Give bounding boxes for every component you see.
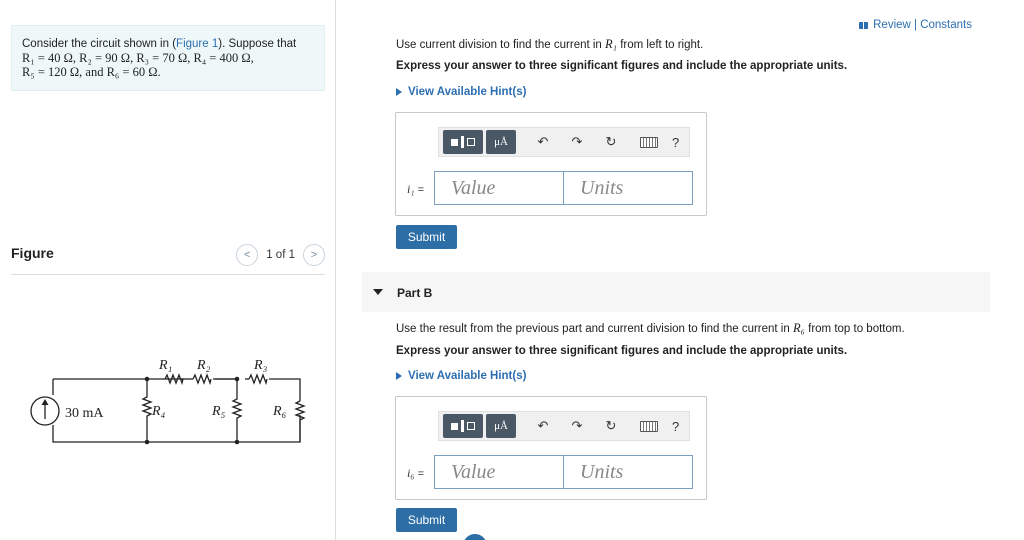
problem-line-3: R₅ = 120 Ω, and R₆ = 60 Ω. <box>22 65 161 79</box>
feedback-bubble-icon[interactable] <box>463 534 487 540</box>
resistor-r4 <box>143 379 151 442</box>
part-a-units-input[interactable]: Units <box>563 171 693 205</box>
part-a-submit-button[interactable]: Submit <box>396 225 457 249</box>
part-b-units-input[interactable]: Units <box>563 455 693 489</box>
reset-icon[interactable]: ↻ <box>605 418 617 433</box>
figure-pager <box>236 244 325 266</box>
part-a-toolbar <box>438 127 690 157</box>
part-b-hint-link[interactable]: View Available Hint(s) <box>396 370 526 382</box>
units-symbol-button[interactable]: μÅ <box>486 414 516 438</box>
part-b-variable-label: i₆ = <box>407 466 424 480</box>
templates-button[interactable] <box>443 130 483 154</box>
circuit-diagram <box>25 345 315 455</box>
label-r3: R₃ <box>254 358 268 373</box>
figure-link[interactable]: Figure 1 <box>176 38 219 50</box>
templates-button[interactable] <box>443 414 483 438</box>
next-figure-button[interactable]: > <box>303 244 325 266</box>
part-a-instruction: Express your answer to three significant figures and include the appropriate units. <box>396 60 848 72</box>
part-b-submit-button[interactable]: Submit <box>396 508 457 532</box>
label-r4: R₄ <box>152 404 166 419</box>
figure-title: Figure <box>11 245 54 261</box>
redo-icon[interactable]: ↷ <box>571 418 583 433</box>
review-constants-link[interactable]: Review | Constants <box>859 19 972 31</box>
part-b-question: Use the result from the previous part and current division to find the current in R₆ from top to bottom. <box>396 321 905 335</box>
collapse-caret-icon <box>373 289 383 295</box>
label-r2: R₂ <box>197 358 211 373</box>
part-a-variable-label: i₁ = <box>407 182 424 196</box>
problem-line-2: R₁ = 40 Ω, R₂ = 90 Ω, R₃ = 70 Ω, R₄ = 400 Ω, <box>22 51 254 65</box>
source-label: 30 mA <box>65 406 104 421</box>
part-a-answer-box <box>395 112 707 216</box>
resistor-r3 <box>249 375 267 383</box>
expand-triangle-icon <box>396 88 402 96</box>
part-a-question: Use current division to find the current in R₁ from left to right. <box>396 37 704 51</box>
resistor-r5 <box>233 379 241 442</box>
resistor-r2 <box>193 375 211 383</box>
label-r6: R₆ <box>273 404 287 419</box>
problem-line-1: Consider the circuit shown in (Figure 1). Suppose that <box>22 38 297 50</box>
pager-text: 1 of 1 <box>266 249 295 261</box>
resistor-r6 <box>296 401 304 442</box>
book-icon <box>859 22 868 29</box>
part-a-value-input[interactable]: Value <box>434 171 564 205</box>
help-icon[interactable]: ? <box>672 418 680 434</box>
part-b-value-input[interactable]: Value <box>434 455 564 489</box>
redo-icon[interactable]: ↷ <box>571 134 583 149</box>
prev-figure-button[interactable]: < <box>236 244 258 266</box>
left-panel <box>0 0 336 540</box>
part-b-toolbar <box>438 411 690 441</box>
units-symbol-button[interactable]: μÅ <box>486 130 516 154</box>
part-b-header[interactable] <box>362 272 990 312</box>
keyboard-icon[interactable] <box>640 421 658 432</box>
source-arrow <box>42 399 49 405</box>
help-icon[interactable]: ? <box>672 134 680 150</box>
part-a-hint-link[interactable]: View Available Hint(s) <box>396 86 526 98</box>
part-b-instruction: Express your answer to three significant figures and include the appropriate units. <box>396 345 848 357</box>
label-r5: R₅ <box>212 404 226 419</box>
part-b-title: Part B <box>397 286 433 300</box>
keyboard-icon[interactable] <box>640 137 658 148</box>
undo-icon[interactable]: ↶ <box>537 134 549 149</box>
problem-statement <box>11 25 325 91</box>
undo-icon[interactable]: ↶ <box>537 418 549 433</box>
expand-triangle-icon <box>396 372 402 380</box>
part-b-answer-box <box>395 396 707 500</box>
label-r1: R₁ <box>159 358 173 373</box>
figure-header <box>11 243 325 275</box>
reset-icon[interactable]: ↻ <box>605 134 617 149</box>
